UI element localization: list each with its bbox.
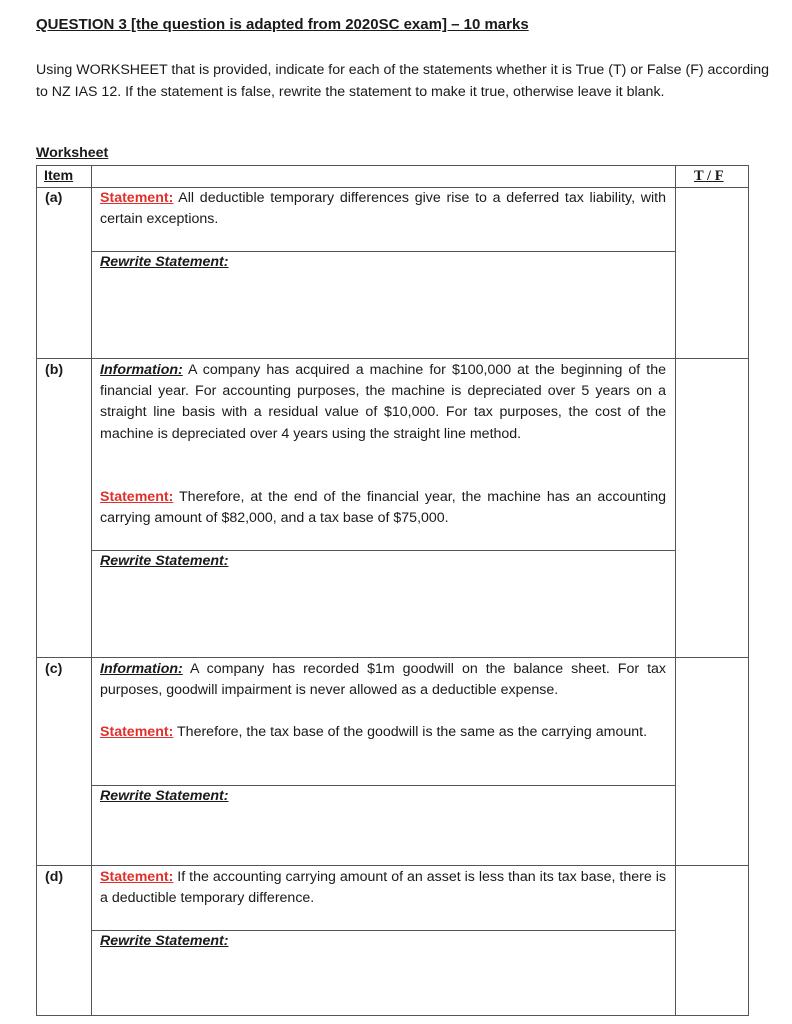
question-instructions: Using WORKSHEET that is provided, indicate for each of the statements whether it is True (T) or False (F) according to NZ IAS 12. If the statement is false, rewrite the statement to make it true, otherwise leave it blank. xyxy=(36,62,770,100)
table-border-top xyxy=(36,165,749,166)
item-c-tf-answer[interactable] xyxy=(676,658,748,865)
item-b-row-divider xyxy=(36,657,749,658)
statement-label: Statement: xyxy=(100,489,174,505)
item-a-rewrite-label: Rewrite Statement: xyxy=(100,254,229,270)
item-a-row-divider xyxy=(36,358,749,359)
item-b-information xyxy=(100,360,666,445)
item-b-tf-answer[interactable] xyxy=(676,359,748,657)
information-text: A company has acquired a machine for $100,000 at the beginning of the financial year. For accounting purposes, the machine is depreciated over 5 years on a straight line basis with a residual value of $10,000. For tax purposes, the cost of the machine is depreciated over 4 years using the straight line method. xyxy=(100,362,666,442)
tf-column-header: T / F xyxy=(694,168,724,184)
item-d-statement xyxy=(100,867,666,909)
item-b-statement-divider xyxy=(91,550,676,551)
information-label: Information: xyxy=(100,661,183,677)
information-label: Information: xyxy=(100,362,183,378)
item-c-statement-divider xyxy=(91,785,676,786)
item-letter-c: (c) xyxy=(45,661,63,677)
statement-text: All deductible temporary differences give rise to a deferred tax liability, with certain exceptions. xyxy=(100,190,666,228)
statement-text: If the accounting carrying amount of an asset is less than its tax base, there is a deductible temporary difference. xyxy=(100,869,666,907)
item-a-statement-divider xyxy=(91,251,676,252)
item-b-rewrite-label: Rewrite Statement: xyxy=(100,553,229,569)
statement-label: Statement: xyxy=(100,724,174,740)
statement-label: Statement: xyxy=(100,190,174,206)
item-letter-a: (a) xyxy=(45,190,63,206)
worksheet-label: Worksheet xyxy=(36,145,109,161)
item-d-statement-divider xyxy=(91,930,676,931)
item-d-tf-answer[interactable] xyxy=(676,866,748,1015)
item-c-information xyxy=(100,659,666,701)
worksheet-table xyxy=(36,165,749,1016)
item-a-statement xyxy=(100,188,666,230)
statement-text: Therefore, the tax base of the goodwill is the same as the carrying amount. xyxy=(173,724,648,740)
table-border-left xyxy=(36,165,37,1016)
item-c-statement xyxy=(100,722,666,743)
statement-label: Statement: xyxy=(100,869,174,885)
item-letter-d: (d) xyxy=(45,869,64,885)
item-column-header: Item xyxy=(44,168,74,184)
item-b-statement xyxy=(100,487,666,529)
table-border-bottom xyxy=(36,1015,749,1016)
statement-text: Therefore, at the end of the financial year, the machine has an accounting carrying amount of $82,000, and a tax base of $75,000. xyxy=(100,489,666,527)
item-d-rewrite-label: Rewrite Statement: xyxy=(100,933,229,949)
table-border-right xyxy=(748,165,749,1016)
item-a-tf-answer[interactable] xyxy=(676,188,748,358)
item-c-rewrite-label: Rewrite Statement: xyxy=(100,788,229,804)
item-c-row-divider xyxy=(36,865,749,866)
item-column-divider xyxy=(91,165,92,1016)
information-text: A company has recorded $1m goodwill on the balance sheet. For tax purposes, goodwill impairment is never allowed as a deductible expense. xyxy=(100,661,666,699)
item-letter-b: (b) xyxy=(45,362,64,378)
question-title: QUESTION 3 [the question is adapted from 2020SC exam] – 10 marks xyxy=(36,16,529,33)
